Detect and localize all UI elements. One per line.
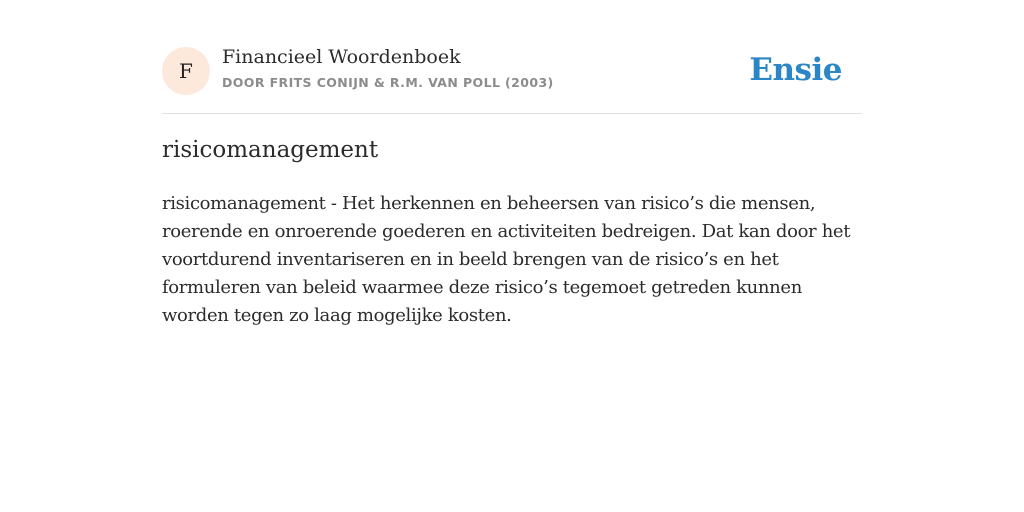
source-avatar: F xyxy=(162,47,210,95)
source-byline: DOOR FRITS CONIJN & R.M. VAN POLL (2003) xyxy=(222,75,554,90)
entry-term: risicomanagement xyxy=(162,137,379,163)
source-header xyxy=(162,0,862,114)
ensie-logo[interactable]: Ensie xyxy=(749,52,842,88)
source-title[interactable]: Financieel Woordenboek xyxy=(222,46,461,68)
entry-definition: risicomanagement - Het herkennen en beheersen van risico’s die mensen, roerende en onroerende goederen en activiteiten bedreigen. Dat kan door het voortdurend inventariseren en in beeld brengen van de risico’s en het formuleren van beleid waarmee deze risico’s tegemoet getreden kunnen worden tegen zo laag mogelijke kosten. xyxy=(162,193,851,326)
page-content xyxy=(162,0,862,326)
